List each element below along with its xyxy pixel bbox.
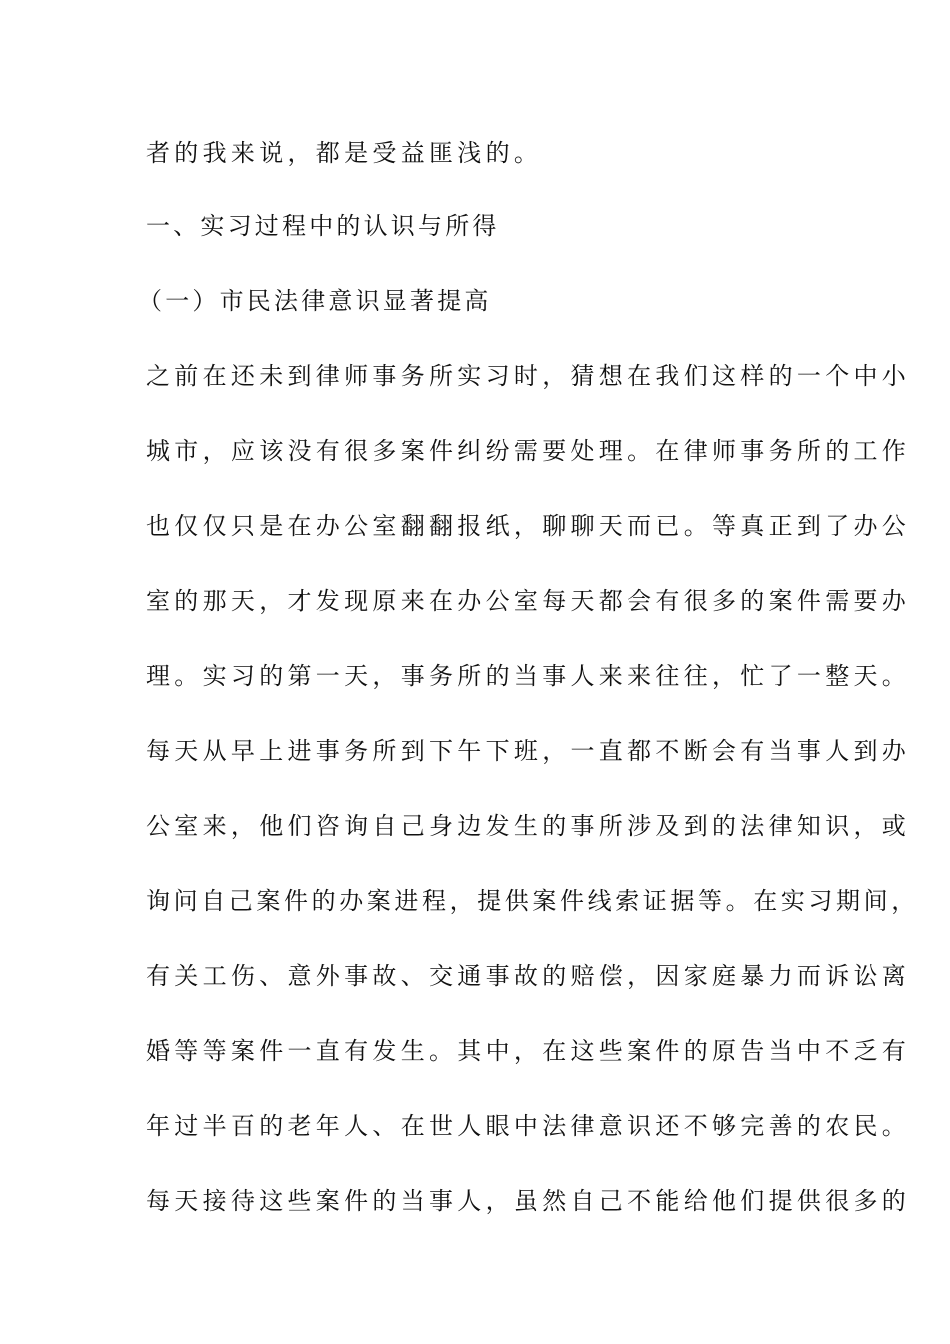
paragraph-line: 也仅仅只是在办公室翻翻报纸，聊聊天而已。等真正到了办公 xyxy=(146,512,911,540)
paragraph-line: 公室来，他们咨询自己身边发生的事所涉及到的法律知识，或 xyxy=(146,812,911,840)
text-line-continuation: 者的我来说，都是受益匪浅的。 xyxy=(146,139,543,167)
paragraph-line: 之前在还未到律师事务所实习时，猜想在我们这样的一个中小 xyxy=(146,362,911,390)
paragraph-line: 年过半百的老年人、在世人眼中法律意识还不够完善的农民。 xyxy=(146,1112,911,1140)
paragraph-line: 每天从早上进事务所到下午下班，一直都不断会有当事人到办 xyxy=(146,737,911,765)
paragraph-line: 婚等等案件一直有发生。其中，在这些案件的原告当中不乏有 xyxy=(146,1037,911,1065)
paragraph-line: 询问自己案件的办案进程，提供案件线索证据等。在实习期间， xyxy=(146,887,919,915)
paragraph-line: 室的那天，才发现原来在办公室每天都会有很多的案件需要办 xyxy=(146,587,911,615)
paragraph-line: 有关工伤、意外事故、交通事故的赔偿，因家庭暴力而诉讼离 xyxy=(146,962,911,990)
subsection-heading: （一）市民法律意识显著提高 xyxy=(138,287,492,315)
section-heading: 一、实习过程中的认识与所得 xyxy=(146,212,500,240)
paragraph-line: 理。实习的第一天，事务所的当事人来来往往，忙了一整天。 xyxy=(146,662,911,690)
paragraph-line: 每天接待这些案件的当事人，虽然自己不能给他们提供很多的 xyxy=(146,1187,911,1215)
paragraph-line: 城市，应该没有很多案件纠纷需要处理。在律师事务所的工作 xyxy=(146,437,911,465)
